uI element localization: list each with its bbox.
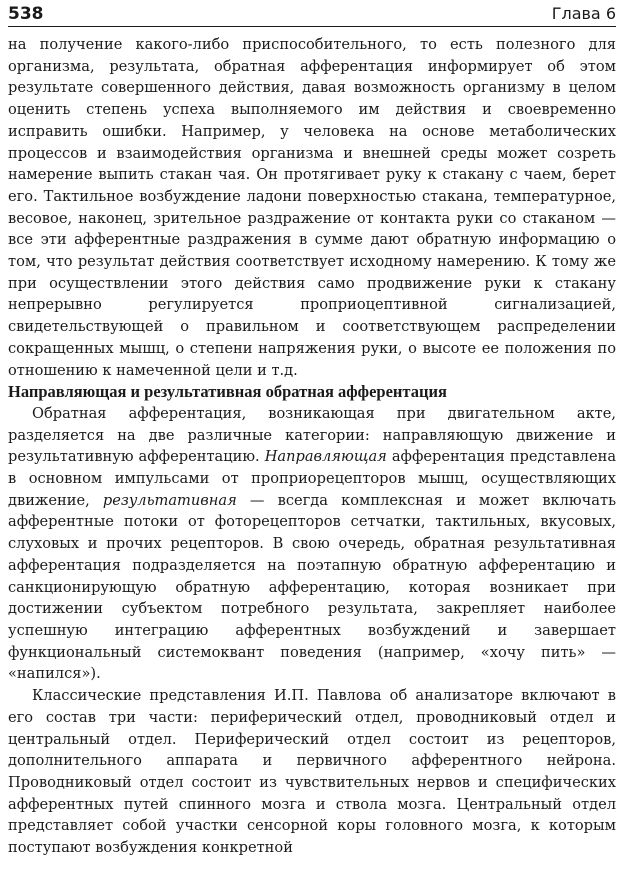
- body-text: [8, 34, 616, 859]
- paragraph-text: Обратная афферентация, возникающая при двигательном акте, разделяется на две различные категории: направляющую движение и результативную афферентацию.: [8, 404, 616, 466]
- page-header: [8, 4, 616, 27]
- italic-term-resultative: результативная: [102, 491, 237, 509]
- section-heading: Направляющая и результативная обратная афферентация: [8, 382, 447, 402]
- page-number: 538: [8, 4, 44, 24]
- italic-term-directing: Направляющая: [264, 448, 387, 466]
- paragraph-continuation: на получение какого-либо приспособительного, то есть полезного для организма, результата, обратная афферентация информирует об этом результате совершенного действия, давая возможность организму в целом оценить степень успеха выполняемого им действия и своевременно исправить ошибки. Например, у человека на основе метаболических процессов и взаимодействия организма и внешней среды может созреть намерение выпить стакан чая. Он протягивает руку к стакану с чаем, берет его. Тактильное возбуждение ладони поверхностью стакана, температурное, весовое, наконец, зрительное раздражение от контакта руки со стаканом — все эти афферентные раздражения в сумме дают обратную информацию о том, что результат действия соответствует исходному намерению. К тому же при осуществлении этого действия само продвижение руки к стакану непрерывно регулируется проприоцептивной сигнализацией, свидетельствующей о правильном и соответствующем распределении сокращенных мышц, о степени напряжения руки, о высоте ее положения по отношению к намеченной цели и т.д.: [8, 36, 616, 379]
- paragraph-text: — всегда комплексная и может включать афферентные потоки от фоторецепторов сетчатки, тактильных, вкусовых, слуховых и прочих рецепторов. В свою очередь, обратная результативная афферентация подразделяется на поэтапную обратную афферентацию и санкционирующую обратную афферентацию, которая возникает при достижении субъектом потребного результата, закрепляет наиболее успешную интеграцию афферентных возбуждений и завершает функциональный системоквант поведения (например, «хочу пить» — «напился»).: [8, 491, 617, 683]
- paragraph-text: афферентация представлена в основном импульсами от проприорецепторов мышц, осуществляющих движение,: [8, 448, 617, 509]
- paragraph-afferentation-types: [8, 403, 616, 685]
- chapter-title: Глава 6: [551, 4, 616, 23]
- paragraph-pavlov-analyzer: Классические представления И.П. Павлова об анализаторе включают в его состав три части: периферический отдел, проводниковый отдел и центральный отдел. Периферический отдел состоит из рецепторов, дополнительного аппарата и первичного афферентного нейрона. Проводниковый отдел состоит из чувствительных нервов и специфических афферентных путей спинного мозга и ствола мозга. Центральный отдел представляет собой участки сенсорной коры головного мозга, к которым поступают возбуждения конкретной: [8, 687, 616, 857]
